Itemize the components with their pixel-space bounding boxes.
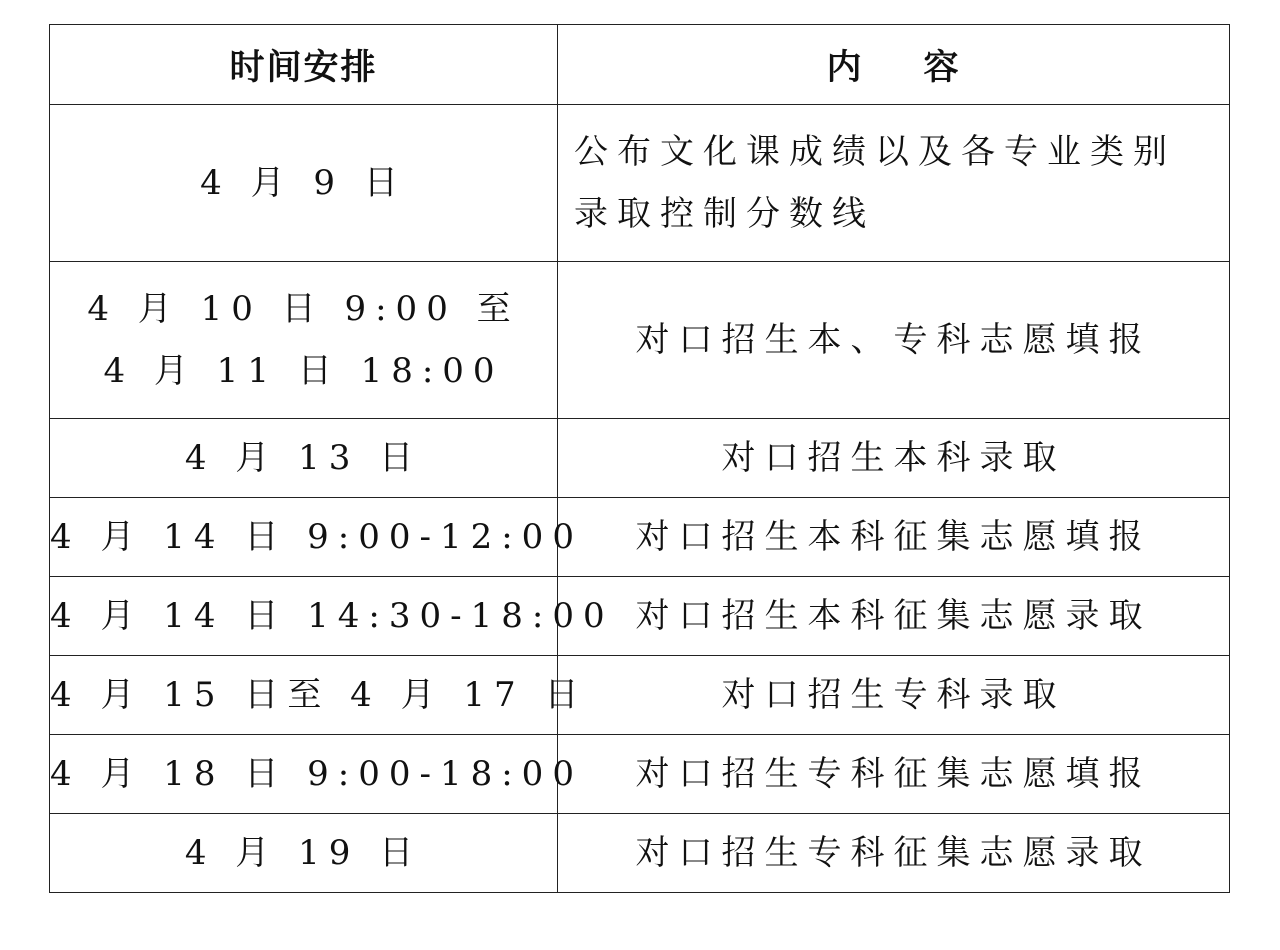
content-text: 录取控制分数线 bbox=[574, 194, 875, 234]
header-time: 时间安排 bbox=[50, 25, 558, 105]
time-text: 4 月 19 日 bbox=[184, 833, 423, 873]
content-cell bbox=[558, 498, 1230, 577]
content-text: 对口招生专科征集志愿填报 bbox=[635, 754, 1152, 794]
time-text: 4 月 18 日 9:00-18:00 bbox=[50, 754, 583, 794]
content-cell bbox=[558, 262, 1230, 419]
content-cell bbox=[558, 577, 1230, 656]
time-text: 4 月 14 日 9:00-12:00 bbox=[50, 517, 583, 557]
header-content-part-2: 容 bbox=[923, 47, 961, 88]
content-cell bbox=[558, 814, 1230, 893]
time-cell bbox=[50, 735, 583, 814]
time-cell bbox=[50, 262, 558, 419]
content-cell bbox=[558, 735, 1230, 814]
content-text: 对口招生本、专科志愿填报 bbox=[635, 320, 1152, 360]
table-row bbox=[50, 656, 1230, 735]
content-text: 对口招生本科录取 bbox=[721, 438, 1066, 478]
time-text: 4 月 9 日 bbox=[200, 163, 407, 203]
time-text: 4 月 10 日 9:00 至 bbox=[87, 289, 520, 329]
table-row bbox=[50, 419, 1230, 498]
time-text: 4 月 14 日 14:30-18:00 bbox=[50, 596, 614, 636]
time-cell bbox=[50, 105, 558, 262]
content-text: 对口招生本科征集志愿录取 bbox=[635, 596, 1152, 636]
table-row bbox=[50, 735, 1230, 814]
table-row bbox=[50, 577, 1230, 656]
content-text: 公布文化课成绩以及各专业类别 bbox=[574, 132, 1176, 172]
content-cell bbox=[558, 105, 1230, 262]
content-cell bbox=[558, 656, 1230, 735]
time-cell bbox=[50, 814, 558, 893]
schedule-table bbox=[49, 24, 1230, 893]
table-row bbox=[50, 262, 1230, 419]
header-content-part-1: 内 bbox=[826, 47, 864, 88]
time-cell bbox=[50, 577, 614, 656]
time-text: 4 月 15 日至 4 月 17 日 bbox=[50, 675, 588, 715]
table-row bbox=[50, 814, 1230, 893]
content-cell bbox=[558, 419, 1230, 498]
time-cell bbox=[50, 498, 583, 577]
time-text: 4 月 11 日 18:00 bbox=[103, 351, 504, 391]
time-text: 4 月 13 日 bbox=[184, 438, 423, 478]
time-cell bbox=[50, 656, 588, 735]
table-row bbox=[50, 498, 1230, 577]
header-row bbox=[50, 25, 1230, 105]
content-text: 对口招生专科征集志愿录取 bbox=[635, 833, 1152, 873]
time-cell bbox=[50, 419, 558, 498]
content-text: 对口招生本科征集志愿填报 bbox=[635, 517, 1152, 557]
header-content bbox=[558, 25, 1230, 105]
content-text: 对口招生专科录取 bbox=[721, 675, 1066, 715]
table-row bbox=[50, 105, 1230, 262]
